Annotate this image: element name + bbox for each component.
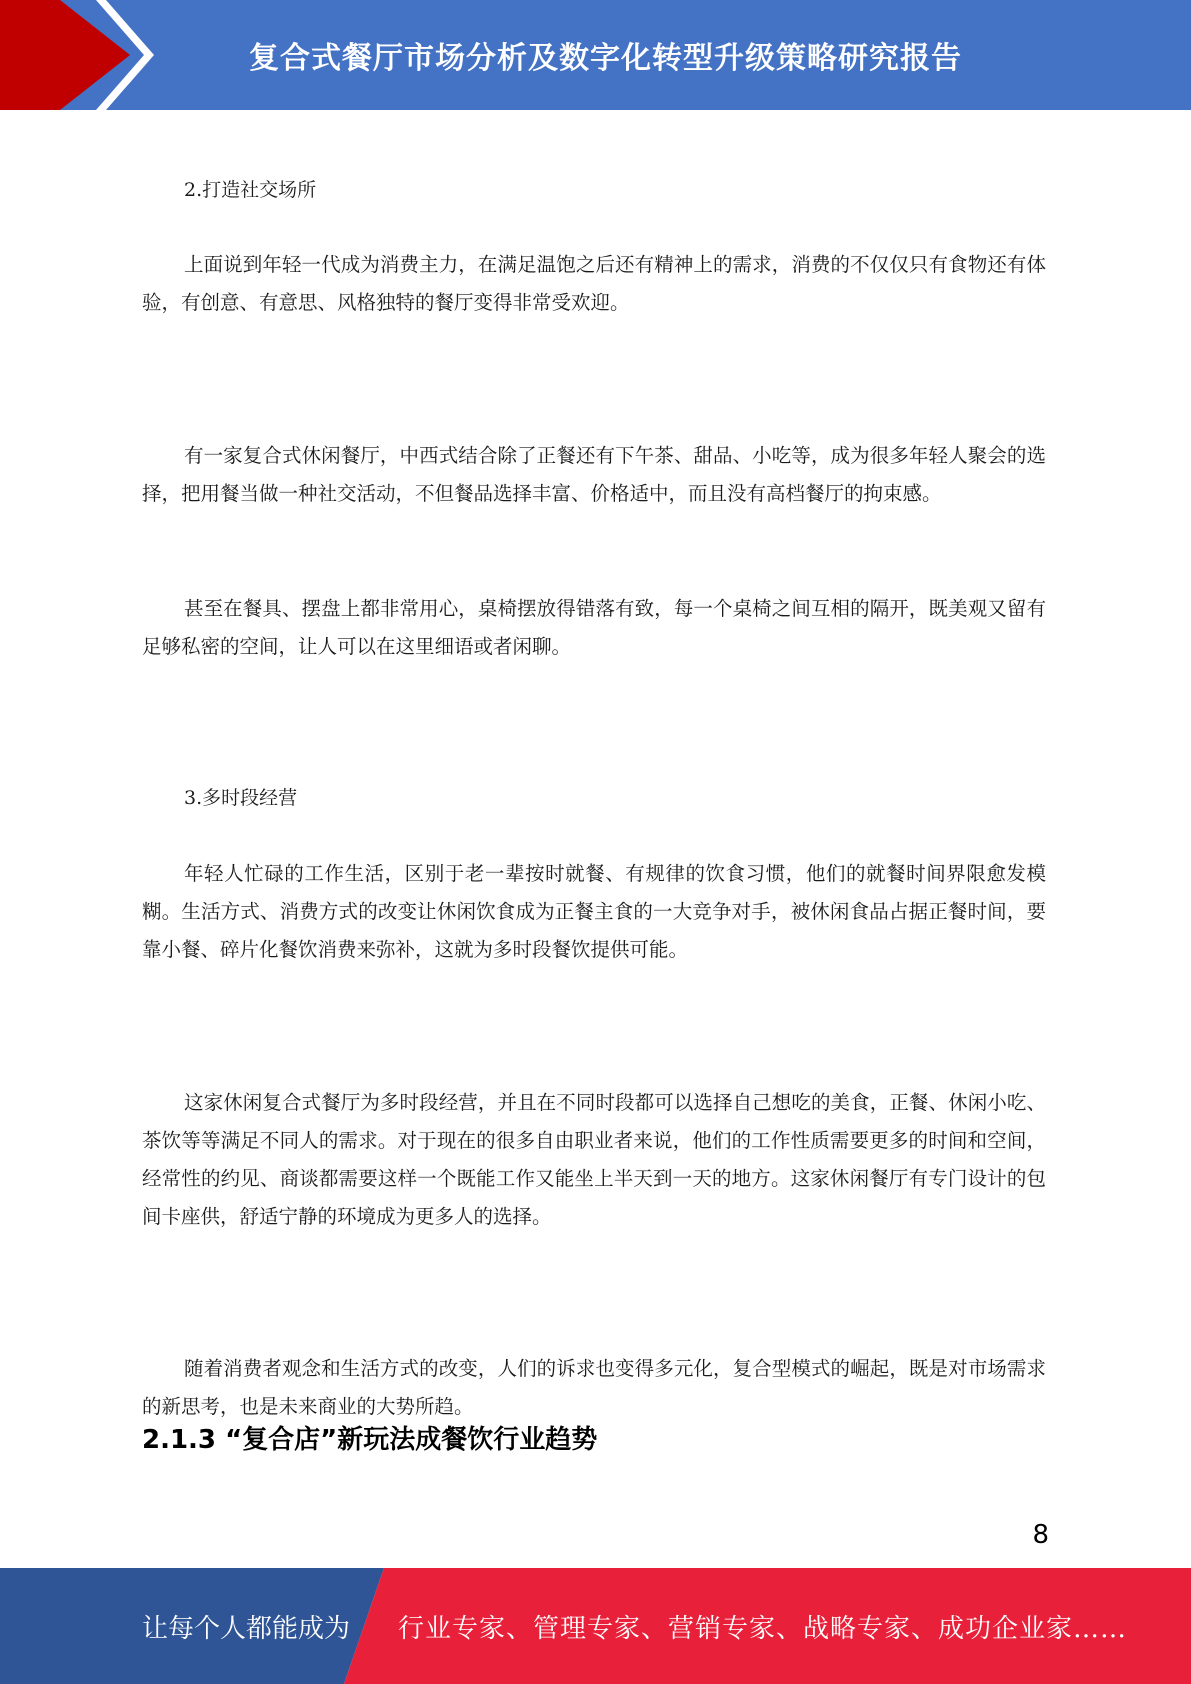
section-heading: 2.1.3 “复合店”新玩法成餐饮行业趋势 xyxy=(142,1425,598,1455)
subheading-multi-period: 3.多时段经营 xyxy=(184,787,298,809)
paragraph: 年轻人忙碌的工作生活，区别于老一辈按时就餐、有规律的饮食习惯，他们的就餐时间界限愈发模糊。生活方式、消费方式的改变让休闲饮食成为正餐主食的一大竞争对手，被休闲食品占据正餐时间，要靠小餐、碎片化餐饮消费来弥补，这就为多时段餐饮提供可能。 xyxy=(142,862,1046,961)
footer-slogan-left: 让每个人都能成为 xyxy=(142,1613,351,1644)
report-title: 复合式餐厅市场分析及数字化转型升级策略研究报告 xyxy=(249,41,962,76)
paragraph: 甚至在餐具、摆盘上都非常用心，桌椅摆放得错落有致，每一个桌椅之间互相的隔开，既美观又留有足够私密的空间，让人可以在这里细语或者闲聊。 xyxy=(142,597,1046,658)
paragraph: 有一家复合式休闲餐厅，中西式结合除了正餐还有下午茶、甜品、小吃等，成为很多年轻人聚会的选择，把用餐当做一种社交活动，不但餐品选择丰富、价格适中，而且没有高档餐厅的拘束感。 xyxy=(142,444,1046,505)
subheading-social-venue: 2.打造社交场所 xyxy=(184,179,317,201)
page-header xyxy=(0,0,1191,110)
paragraph: 随着消费者观念和生活方式的改变，人们的诉求也变得多元化，复合型模式的崛起，既是对市场需求的新思考，也是未来商业的大势所趋。 xyxy=(142,1357,1046,1418)
paragraph: 上面说到年轻一代成为消费主力，在满足温饱之后还有精神上的需求，消费的不仅仅只有食物还有体验，有创意、有意思、风格独特的餐厅变得非常受欢迎。 xyxy=(142,253,1046,314)
footer-slogan-right: 行业专家、管理专家、营销专家、战略专家、成功企业家…… xyxy=(398,1613,1128,1644)
page-footer xyxy=(0,1568,1191,1684)
page-number: 8 xyxy=(1032,1520,1049,1550)
paragraph: 这家休闲复合式餐厅为多时段经营，并且在不同时段都可以选择自己想吃的美食，正餐、休闲小吃、茶饮等等满足不同人的需求。对于现在的很多自由职业者来说，他们的工作性质需要更多的时间和空间，经常性的约见、商谈都需要这样一个既能工作又能坐上半天到一天的地方。这家休闲餐厅有专门设计的包间卡座供，舒适宁静的环境成为更多人的选择。 xyxy=(142,1091,1046,1228)
